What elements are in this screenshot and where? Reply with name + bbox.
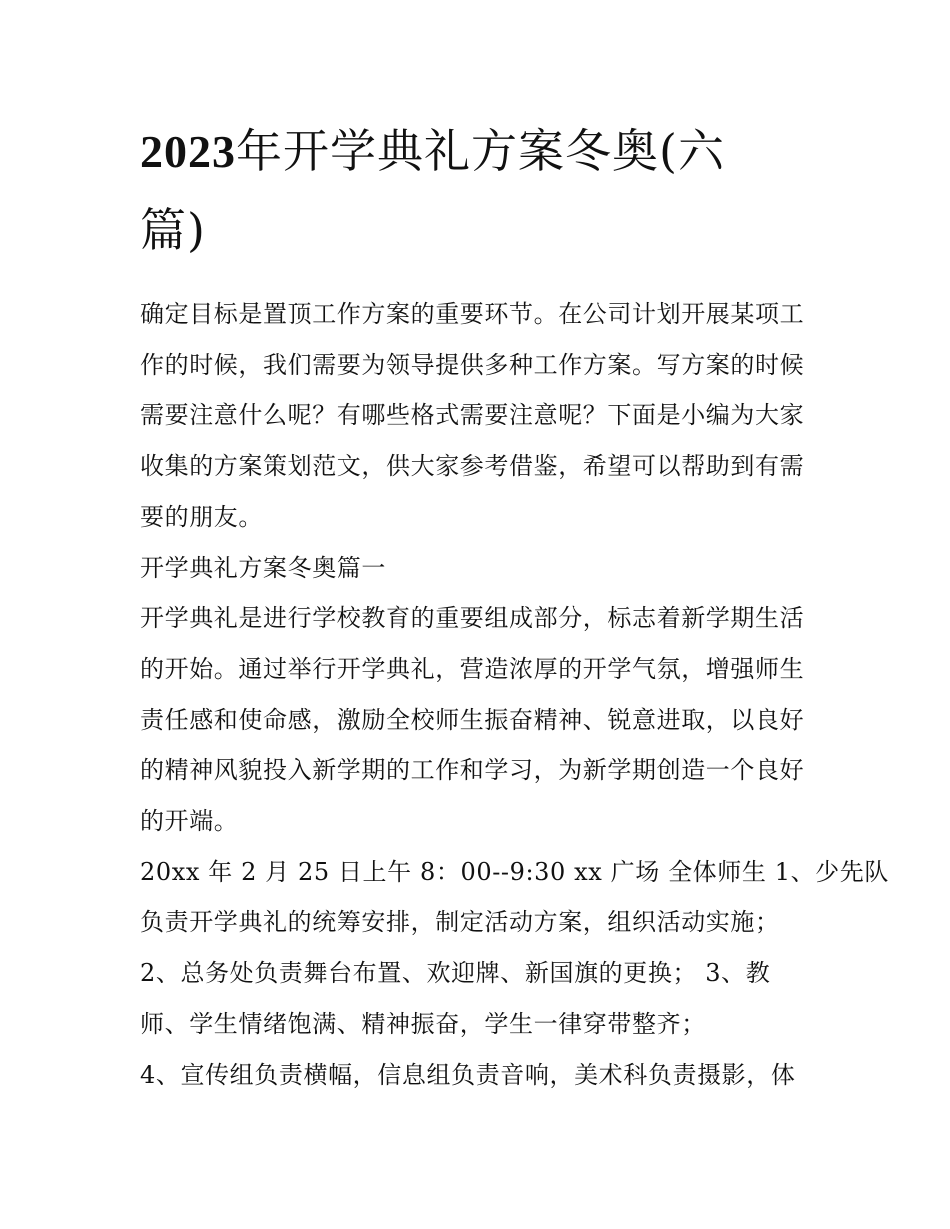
text-line: 的开端。 bbox=[140, 807, 239, 836]
text-line: 要的朋友。 bbox=[140, 502, 263, 531]
body-paragraph bbox=[140, 948, 812, 1049]
text-line: 2、总务处负责舞台布置、欢迎牌、新国旗的更换； 3、教 bbox=[140, 959, 771, 988]
text-line: 确定目标是置顶工作方案的重要环节。在公司计划开展某项工 bbox=[140, 300, 805, 328]
text-line: 收集的方案策划范文，供大家参考借鉴，希望可以帮助到有需 bbox=[140, 452, 805, 481]
text-line: 4、宣传组负责横幅，信息组负责音响，美术科负责摄影，体 bbox=[140, 1060, 796, 1089]
text-line: 的精神风貌投入新学期的工作和学习，为新学期创造一个良好 bbox=[140, 756, 805, 785]
body-paragraph bbox=[140, 847, 889, 948]
text-line: 作的时候，我们需要为领导提供多种工作方案。写方案的时候 bbox=[140, 350, 805, 379]
text-line: 负责开学典礼的统筹安排，制定活动方案，组织活动实施； bbox=[140, 908, 780, 937]
text-line: 的开始。通过举行开学典礼，营造浓厚的开学气氛，增强师生 bbox=[140, 654, 805, 683]
body-paragraph bbox=[140, 593, 812, 847]
text-line: 责任感和使命感，激励全校师生振奋精神、锐意进取，以良好 bbox=[140, 705, 805, 734]
intro-paragraph bbox=[140, 289, 812, 543]
text-line: 20xx 年 2 月 25 日上午 8：00--9:30 xx 广场 全体师生 1、少先队 bbox=[140, 857, 889, 886]
text-line: 开学典礼是进行学校教育的重要组成部分，标志着新学期生活 bbox=[140, 604, 805, 633]
text-line: 师、学生情绪饱满、精神振奋，学生一律穿带整齐； bbox=[140, 1009, 706, 1038]
title-text: 年开学典礼方案冬奥(六 bbox=[236, 124, 725, 178]
text-line: 开学典礼方案冬奥篇一 bbox=[140, 553, 386, 582]
title-line-2: 篇) bbox=[140, 203, 206, 257]
body-paragraph bbox=[140, 1050, 812, 1101]
title-year: 2023 bbox=[140, 126, 236, 177]
document-page bbox=[140, 112, 889, 1100]
title-line-1 bbox=[140, 112, 812, 191]
text-line: 需要注意什么呢？有哪些格式需要注意呢？下面是小编为大家 bbox=[140, 401, 805, 430]
section-heading bbox=[140, 543, 812, 594]
document-title bbox=[140, 112, 812, 269]
